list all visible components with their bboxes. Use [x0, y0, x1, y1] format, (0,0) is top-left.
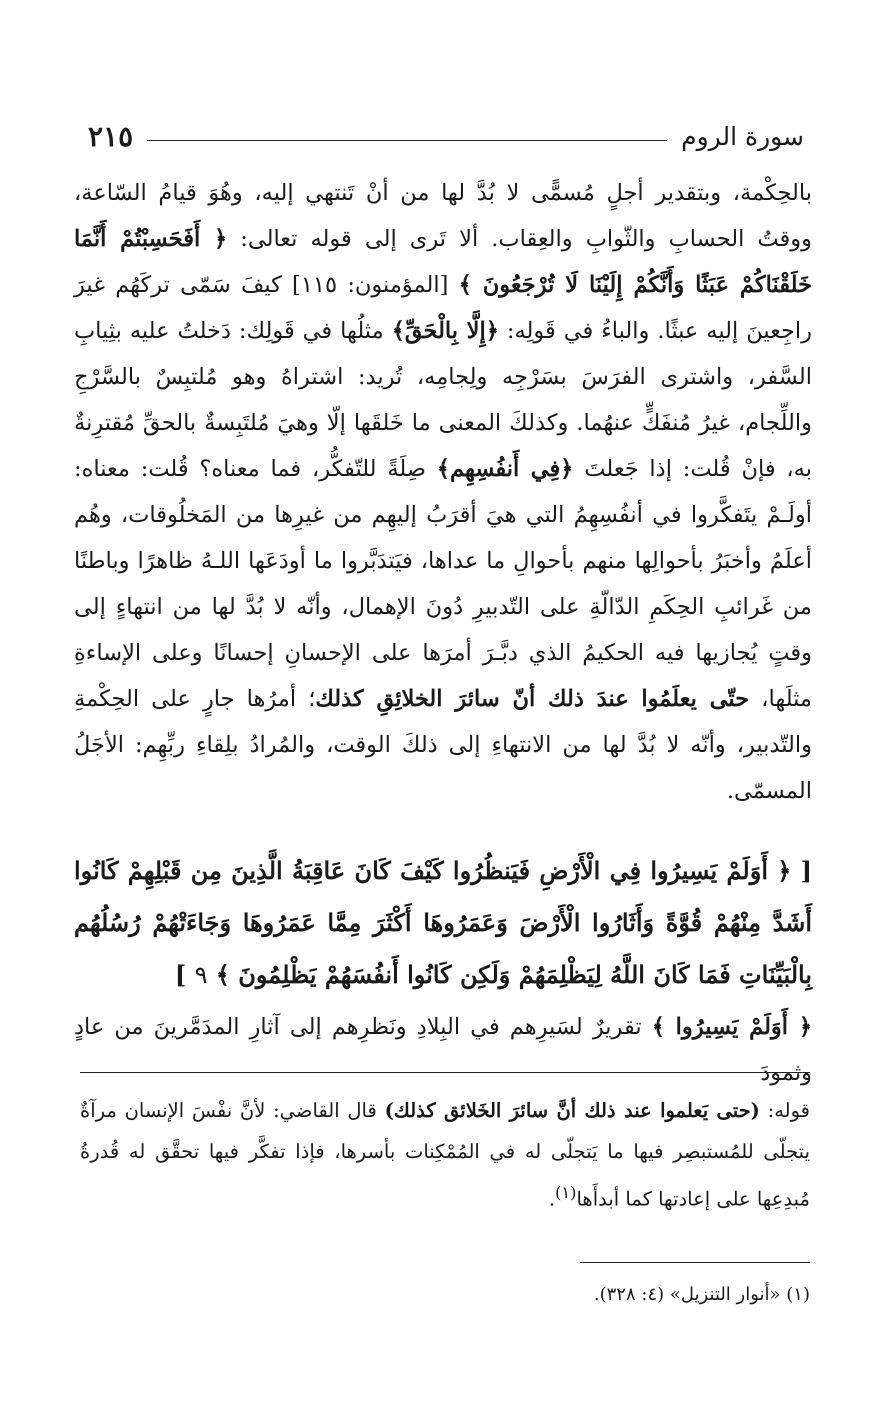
- main-paragraph: [74, 170, 812, 814]
- quran-quote-2: ﴿إِلَّا بِالْحَقِّ﴾: [391, 318, 499, 344]
- marginal-notes: [80, 1090, 810, 1220]
- main-text: [74, 170, 812, 814]
- quran-reference-1: [المؤمنون: ١١٥]: [292, 272, 459, 298]
- verse-text: ﴿ أَوَلَمْ يَسِيرُوا فِي الْأَرْضِ فَيَنظُرُوا كَيْفَ كَانَ عَاقِبَةُ الَّذِينَ مِن قَبْلِهِمْ كَانُوا أَشَدَّ مِنْهُمْ قُوَّةً وَأَثَارُوا الْأَرْضَ وَعَمَرُوهَا أَكْثَرَ مِمَّا عَمَرُوهَا وَجَاءَتْهُمْ رُسُلُهُم بِالْبَيِّنَاتِ فَمَا كَانَ اللَّهُ لِيَظْلِمَهُمْ وَلَكِن كَانُوا أَنفُسَهُمْ يَظْلِمُونَ ﴾: [74, 856, 812, 989]
- commentary-quote: ﴿ أَوَلَمْ يَسِيرُوا ﴾: [651, 1014, 812, 1040]
- main-text-part-5: ؛ أمرُها جارٍ على الحِكْمةِ والتّدبير، وأنّه لا بُدَّ لها من الانتهاءِ إلى ذلكَ الوقت، والمُرادُ بلِقاءِ ربِّهِم: الأجَلُ المسمّى.: [74, 686, 812, 804]
- main-text-part-1: بالحِكْمة، وبتقدير أجلٍ مُسمًّى لا بُدَّ لها من أنْ تَنتهي إليه، وهُوَ قيامُ السّاعة، ووقتُ الحسابِ والثّوابِ والعِقاب. ألا تَرى إلى قوله تعالى:: [74, 180, 812, 252]
- main-text-part-4: صِلَةً للتّفكُّر، فما معناه؟ قُلت: معناه: أولَـمْ يتَفكَّروا في أنفُسِهِمُ التي هيَ أقرَبُ إليهِم من غيرِها من المَخلُوقات، وهُم أعلَمُ وأخبَرُ بأحوالِها منهم بأحوالِ ما عداها، فيَتدَبَّروا ما أودَعَها اللـهُ ظاهرًا وباطنًا من غَرائبِ الحِكَمِ الدّالّةِ على التّدبيرِ دُونَ الإهمال، وأنّه لا بُدَّ لها من انتهاءٍ إلى وقتٍ يُجازيها فيه الحكيمُ الذي دبَّـرَ أمرَها على الإحسانِ إحسانًا وعلى الإساءةِ مثلَها،: [74, 456, 812, 712]
- notes-lead: قوله:: [759, 1099, 811, 1122]
- quran-quote-3: ﴿فِي أَنفُسِهِم﴾: [436, 456, 574, 482]
- footnote-marker: (١): [555, 1183, 577, 1202]
- commentary-line: [74, 1004, 812, 1096]
- notes-bold-quote: (حتى يَعلموا عند ذلك أنَّ سائرَ الخَلائق كذلك): [384, 1099, 760, 1122]
- main-text-part-3: مثلُها في قَولِك: دَخلتُ عليه بثِيابِ السَّفر، واشترى الفرَسَ بسَرْجِه ولِجامِه، تُريد: اشتراهُ وهو مُلتبِسٌ بالسَّرْجِ واللِّجام، غيرُ مُنفَكٍّ عنهُما. وكذلكَ المعنى ما خَلقَها إلّا وهيَ مُلتَبِسةٌ بالحقِّ مُقترِنةٌ به، فإنْ قُلت: إذا جَعلتَ: [74, 318, 812, 482]
- notes-divider: [80, 1072, 810, 1073]
- commentary-text: تقريرٌ لسَيرِهم في البِلادِ ونَظرِهم إلى آثارِ المدَمَّرينَ من عادٍ وثمودَ: [74, 1014, 812, 1086]
- footnote: [80, 1278, 810, 1312]
- surah-title: سورة الروم: [681, 121, 804, 151]
- header-rule: [147, 140, 667, 141]
- notes-end: .: [548, 1187, 556, 1211]
- notes-text: قال القاضي: لأنَّ نفْسَ الإنسان مرآةٌ يتجلّى للمُستبصِر فيها ما يَتجلّى له في المُمْكِنات بأسرها، فإذا تفكَّر فيها تحقَّق له قُدرةُ مُبدِعِها على إعادتها كما أبدأَها: [80, 1099, 810, 1211]
- page-header: [88, 116, 804, 156]
- main-text-part-2: كيفَ سَمّى تركَهُم غيرَ راجِعينَ إليه عبثًا. والباءُ في قَولِه:: [74, 272, 813, 344]
- footnote-text: (١) «أنوار التنزيل» (٤: ٣٢٨).: [593, 1284, 810, 1305]
- bold-phrase: حتّى يعلَمُوا عندَ ذلك أنّ سائرَ الخلائِقِ كذلك: [315, 686, 750, 712]
- quran-verse-block: [74, 845, 812, 1001]
- footnote-divider: [580, 1262, 810, 1263]
- page-number: ٢١٥: [88, 119, 134, 153]
- quran-quote-1: ﴿ أَفَحَسِبْتُمْ أَنَّمَا خَلَقْنَاكُمْ عَبَثًا وَأَنَّكُمْ إِلَيْنَا لَا تُرْجَعُونَ ﴾: [74, 226, 812, 298]
- verse-number: ٩: [194, 961, 208, 989]
- verse-close-bracket: ]: [174, 960, 187, 989]
- verse-open-bracket: [: [800, 856, 812, 885]
